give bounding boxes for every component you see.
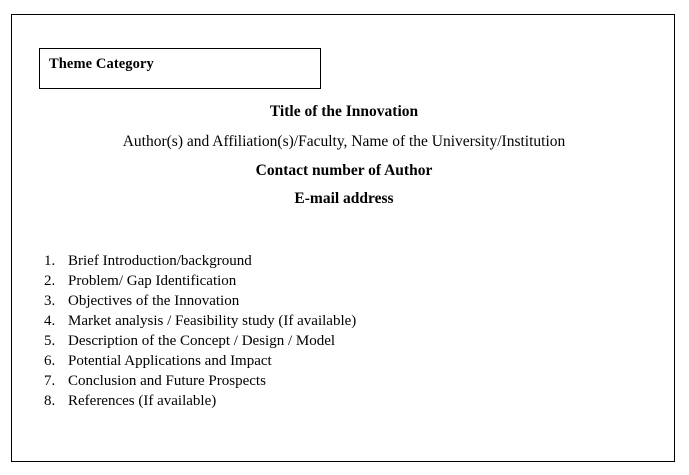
list-item-number: 4. <box>44 313 56 329</box>
list-item-text: References (If available) <box>68 393 217 409</box>
list-item <box>44 311 356 331</box>
list-item <box>44 251 356 271</box>
document-frame <box>11 14 675 462</box>
list-item-text: Conclusion and Future Prospects <box>68 373 266 389</box>
list-item-number: 5. <box>44 333 56 349</box>
theme-category-box <box>39 48 321 89</box>
list-item <box>44 351 356 371</box>
list-item-number: 3. <box>44 293 56 309</box>
list-item-number: 6. <box>44 353 56 369</box>
theme-category-label: Theme Category <box>49 56 154 72</box>
list-item <box>44 291 356 311</box>
list-item-text: Objectives of the Innovation <box>68 293 240 309</box>
list-item-number: 7. <box>44 373 56 389</box>
list-item-text: Market analysis / Feasibility study (If available) <box>68 313 357 329</box>
list-item <box>44 391 356 411</box>
list-item-text: Problem/ Gap Identification <box>68 273 237 289</box>
list-item <box>44 271 356 291</box>
list-item-number: 1. <box>44 253 56 269</box>
innovation-title: Title of the Innovation <box>269 103 419 120</box>
list-item <box>44 371 356 391</box>
section-list <box>44 251 356 411</box>
list-item-number: 8. <box>44 393 56 409</box>
list-item <box>44 331 356 351</box>
list-item-text: Description of the Concept / Design / Model <box>68 333 336 349</box>
list-item-text: Brief Introduction/background <box>68 253 252 269</box>
list-item-number: 2. <box>44 273 56 289</box>
authors-affiliation: Author(s) and Affiliation(s)/Faculty, Name of the University/Institution <box>122 133 566 150</box>
email-address: E-mail address <box>294 190 394 207</box>
list-item-text: Potential Applications and Impact <box>68 353 272 369</box>
contact-number: Contact number of Author <box>255 162 433 179</box>
